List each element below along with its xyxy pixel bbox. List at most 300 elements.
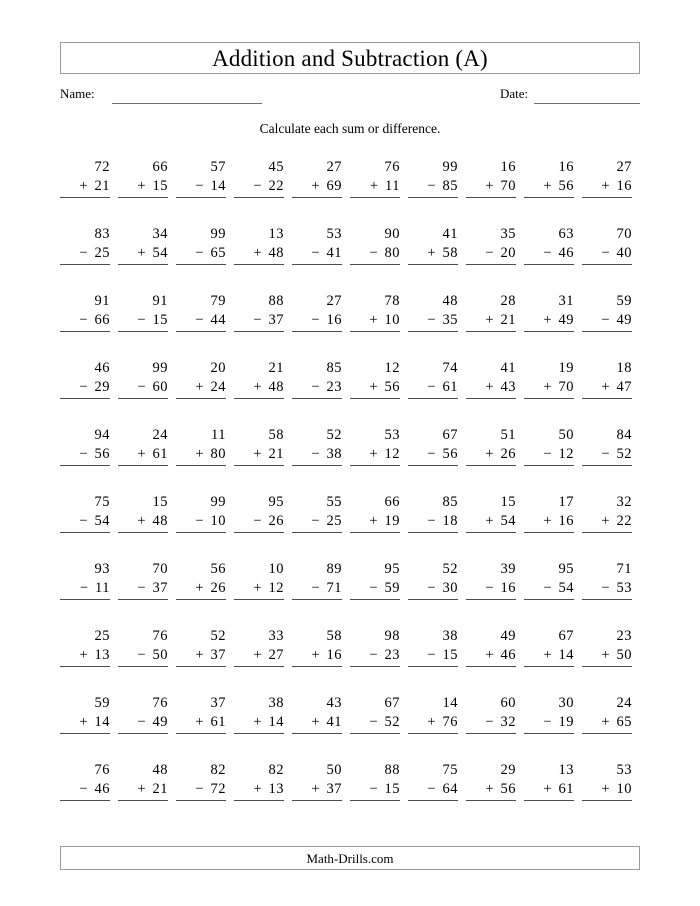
- operand-bottom-row: [234, 445, 284, 466]
- problem-cell[interactable]: [466, 359, 524, 426]
- problem-cell[interactable]: [234, 627, 292, 694]
- problem-cell[interactable]: [524, 627, 582, 694]
- operand-bottom-row: [176, 177, 226, 198]
- operator-symbol: −: [601, 446, 610, 462]
- problem-cell[interactable]: [582, 158, 640, 225]
- problem-cell[interactable]: [234, 694, 292, 761]
- operand-top: 95: [384, 561, 400, 577]
- operand-bottom-row: [466, 780, 516, 801]
- operator-symbol: −: [79, 312, 88, 328]
- operand-bottom-row: [524, 244, 574, 265]
- problem-row: [60, 359, 640, 426]
- operand-top: 27: [616, 159, 632, 175]
- operand-bottom-row: [292, 445, 342, 466]
- operand-top: 53: [616, 762, 632, 778]
- operand-top: 76: [152, 695, 168, 711]
- problem-cell[interactable]: [408, 627, 466, 694]
- operand-bottom-row: [350, 445, 400, 466]
- operand-bottom: 15: [152, 178, 168, 194]
- operand-top: 59: [94, 695, 110, 711]
- operand-top: 29: [500, 762, 516, 778]
- problem-cell[interactable]: [408, 359, 466, 426]
- problem-cell[interactable]: [176, 292, 234, 359]
- name-label: Name:: [60, 86, 95, 101]
- operator-symbol: −: [253, 312, 262, 328]
- problem-cell[interactable]: [176, 694, 234, 761]
- operator-symbol: +: [485, 446, 494, 462]
- operand-top: 30: [558, 695, 574, 711]
- operator-symbol: +: [427, 245, 436, 261]
- operand-top: 48: [152, 762, 168, 778]
- operator-symbol: −: [137, 714, 146, 730]
- operand-bottom: 14: [558, 647, 574, 663]
- problem-cell[interactable]: [118, 493, 176, 560]
- operand-bottom-row: [60, 244, 110, 265]
- operand-bottom: 21: [94, 178, 110, 194]
- operator-symbol: +: [601, 714, 610, 730]
- operand-bottom: 64: [442, 781, 458, 797]
- problem-cell[interactable]: [176, 359, 234, 426]
- operand-top: 55: [326, 494, 342, 510]
- instruction-text: Calculate each sum or difference.: [259, 121, 441, 136]
- problem-cell[interactable]: [524, 560, 582, 627]
- operand-bottom: 44: [210, 312, 226, 328]
- operator-symbol: −: [195, 513, 204, 529]
- problem-cell[interactable]: [292, 426, 350, 493]
- operand-bottom-row: [350, 177, 400, 198]
- operand-bottom-row: [524, 177, 574, 198]
- problem-cell[interactable]: [60, 225, 118, 292]
- operand-bottom-row: [350, 780, 400, 801]
- operand-top: 19: [558, 360, 574, 376]
- operator-symbol: −: [79, 781, 88, 797]
- problem-cell[interactable]: [176, 158, 234, 225]
- operator-symbol: −: [311, 513, 320, 529]
- problem-cell[interactable]: [350, 359, 408, 426]
- operand-top: 76: [152, 628, 168, 644]
- operator-symbol: −: [369, 781, 378, 797]
- operand-top: 15: [152, 494, 168, 510]
- operand-bottom: 49: [616, 312, 632, 328]
- operand-top: 53: [384, 427, 400, 443]
- problem-cell[interactable]: [60, 292, 118, 359]
- operator-symbol: +: [137, 245, 146, 261]
- problem-cell[interactable]: [466, 560, 524, 627]
- operand-bottom: 58: [442, 245, 458, 261]
- problem-cell[interactable]: [408, 493, 466, 560]
- operator-symbol: +: [601, 513, 610, 529]
- operand-bottom-row: [350, 713, 400, 734]
- operator-symbol: +: [137, 178, 146, 194]
- operand-top: 15: [500, 494, 516, 510]
- problem-cell[interactable]: [234, 359, 292, 426]
- operand-bottom-row: [408, 646, 458, 667]
- operand-bottom: 50: [152, 647, 168, 663]
- problem-cell[interactable]: [408, 292, 466, 359]
- problem-cell[interactable]: [292, 493, 350, 560]
- problem-cell[interactable]: [118, 359, 176, 426]
- operand-bottom: 23: [326, 379, 342, 395]
- operator-symbol: +: [137, 446, 146, 462]
- operand-top: 59: [616, 293, 632, 309]
- operand-bottom-row: [350, 512, 400, 533]
- operand-bottom-row: [118, 378, 168, 399]
- problem-cell[interactable]: [176, 761, 234, 828]
- operator-symbol: −: [485, 714, 494, 730]
- operand-top: 72: [94, 159, 110, 175]
- operand-bottom-row: [176, 311, 226, 332]
- operand-bottom-row: [466, 177, 516, 198]
- operator-symbol: +: [601, 647, 610, 663]
- operand-bottom: 61: [442, 379, 458, 395]
- operator-symbol: +: [253, 714, 262, 730]
- operand-top: 50: [558, 427, 574, 443]
- problem-cell[interactable]: [466, 158, 524, 225]
- operand-bottom-row: [582, 780, 632, 801]
- problem-cell[interactable]: [60, 359, 118, 426]
- operand-bottom: 26: [268, 513, 284, 529]
- operand-top: 67: [558, 628, 574, 644]
- operand-bottom-row: [466, 713, 516, 734]
- problem-cell[interactable]: [292, 694, 350, 761]
- problem-cell[interactable]: [60, 627, 118, 694]
- operand-bottom-row: [292, 646, 342, 667]
- operand-top: 49: [500, 628, 516, 644]
- operand-top: 99: [210, 494, 226, 510]
- problem-cell[interactable]: [350, 627, 408, 694]
- operator-symbol: −: [195, 312, 204, 328]
- problem-cell[interactable]: [292, 292, 350, 359]
- problem-cell[interactable]: [466, 292, 524, 359]
- operand-top: 78: [384, 293, 400, 309]
- problem-cell[interactable]: [582, 694, 640, 761]
- operand-bottom-row: [408, 713, 458, 734]
- operand-bottom: 16: [326, 312, 342, 328]
- problem-cell[interactable]: [118, 426, 176, 493]
- problem-cell[interactable]: [176, 627, 234, 694]
- operand-bottom: 29: [94, 379, 110, 395]
- operand-bottom-row: [234, 713, 284, 734]
- operand-bottom: 16: [616, 178, 632, 194]
- problem-cell[interactable]: [118, 761, 176, 828]
- operand-top: 11: [211, 427, 226, 443]
- problem-row: [60, 292, 640, 359]
- title-box: [60, 42, 640, 74]
- problem-cell[interactable]: [350, 694, 408, 761]
- operand-bottom-row: [60, 780, 110, 801]
- problem-cell[interactable]: [118, 694, 176, 761]
- operand-bottom: 65: [616, 714, 632, 730]
- operand-bottom-row: [118, 177, 168, 198]
- operand-top: 20: [210, 360, 226, 376]
- operand-bottom: 52: [616, 446, 632, 462]
- problem-cell[interactable]: [408, 694, 466, 761]
- operand-top: 99: [152, 360, 168, 376]
- operator-symbol: −: [369, 714, 378, 730]
- problem-cell[interactable]: [524, 694, 582, 761]
- operator-symbol: +: [369, 446, 378, 462]
- problem-cell[interactable]: [582, 359, 640, 426]
- operand-bottom: 10: [616, 781, 632, 797]
- problem-cell[interactable]: [524, 493, 582, 560]
- problem-cell[interactable]: [466, 225, 524, 292]
- operand-bottom: 13: [94, 647, 110, 663]
- problem-cell[interactable]: [582, 493, 640, 560]
- problem-cell[interactable]: [408, 426, 466, 493]
- problem-cell[interactable]: [350, 158, 408, 225]
- operand-bottom: 52: [384, 714, 400, 730]
- problem-cell[interactable]: [350, 560, 408, 627]
- page-title: Addition and Subtraction (A): [212, 45, 488, 71]
- problem-cell[interactable]: [292, 225, 350, 292]
- operator-symbol: +: [543, 781, 552, 797]
- problem-cell[interactable]: [466, 761, 524, 828]
- operand-bottom-row: [292, 311, 342, 332]
- operand-top: 67: [384, 695, 400, 711]
- operand-top: 85: [442, 494, 458, 510]
- operand-bottom: 16: [326, 647, 342, 663]
- operator-symbol: +: [137, 781, 146, 797]
- operand-top: 76: [384, 159, 400, 175]
- operand-top: 89: [326, 561, 342, 577]
- footer-attribution: Math-Drills.com: [306, 850, 394, 866]
- operand-bottom: 21: [152, 781, 168, 797]
- operand-bottom-row: [350, 646, 400, 667]
- operand-bottom-row: [176, 445, 226, 466]
- operand-bottom: 47: [616, 379, 632, 395]
- problem-cell[interactable]: [176, 426, 234, 493]
- operand-top: 56: [210, 561, 226, 577]
- problem-cell[interactable]: [234, 426, 292, 493]
- operator-symbol: −: [601, 312, 610, 328]
- operand-bottom-row: [60, 713, 110, 734]
- problem-cell[interactable]: [60, 560, 118, 627]
- operator-symbol: +: [601, 178, 610, 194]
- problem-cell[interactable]: [60, 694, 118, 761]
- operand-bottom: 56: [442, 446, 458, 462]
- date-input-line[interactable]: [534, 103, 640, 104]
- operand-top: 82: [268, 762, 284, 778]
- operand-top: 95: [268, 494, 284, 510]
- problem-cell[interactable]: [524, 761, 582, 828]
- problem-cell[interactable]: [582, 761, 640, 828]
- problem-cell[interactable]: [350, 493, 408, 560]
- problem-cell[interactable]: [408, 761, 466, 828]
- operand-top: 71: [616, 561, 632, 577]
- operator-symbol: +: [543, 312, 552, 328]
- problem-cell[interactable]: [582, 426, 640, 493]
- problem-cell[interactable]: [234, 292, 292, 359]
- operand-bottom-row: [292, 244, 342, 265]
- problem-cell[interactable]: [524, 292, 582, 359]
- operand-bottom-row: [292, 579, 342, 600]
- operand-bottom: 80: [384, 245, 400, 261]
- operand-bottom-row: [524, 512, 574, 533]
- operand-bottom-row: [234, 311, 284, 332]
- operand-top: 18: [616, 360, 632, 376]
- operand-top: 35: [500, 226, 516, 242]
- problem-cell[interactable]: [292, 158, 350, 225]
- problem-cell[interactable]: [118, 225, 176, 292]
- operand-bottom-row: [234, 512, 284, 533]
- operand-bottom: 50: [616, 647, 632, 663]
- problem-cell[interactable]: [234, 560, 292, 627]
- problem-cell[interactable]: [60, 493, 118, 560]
- operand-bottom-row: [176, 378, 226, 399]
- operand-bottom-row: [408, 177, 458, 198]
- problem-cell[interactable]: [466, 493, 524, 560]
- operand-bottom: 25: [94, 245, 110, 261]
- operator-symbol: +: [427, 714, 436, 730]
- operand-bottom: 37: [326, 781, 342, 797]
- operand-bottom-row: [118, 445, 168, 466]
- operator-symbol: −: [253, 513, 262, 529]
- operand-bottom: 27: [268, 647, 284, 663]
- problem-cell[interactable]: [234, 225, 292, 292]
- operand-bottom: 53: [616, 580, 632, 596]
- operand-bottom-row: [234, 378, 284, 399]
- operand-top: 46: [94, 360, 110, 376]
- operand-top: 98: [384, 628, 400, 644]
- name-date-row: [60, 86, 640, 108]
- problem-cell[interactable]: [118, 560, 176, 627]
- name-input-line[interactable]: [112, 103, 262, 104]
- operand-bottom: 69: [326, 178, 342, 194]
- operand-top: 50: [326, 762, 342, 778]
- problem-cell[interactable]: [524, 359, 582, 426]
- operator-symbol: −: [427, 178, 436, 194]
- operand-bottom: 76: [442, 714, 458, 730]
- operand-bottom: 41: [326, 714, 342, 730]
- problem-cell[interactable]: [582, 225, 640, 292]
- problem-cell[interactable]: [118, 627, 176, 694]
- operand-bottom-row: [408, 512, 458, 533]
- problem-cell[interactable]: [60, 426, 118, 493]
- operand-bottom: 19: [384, 513, 400, 529]
- problem-cell[interactable]: [408, 158, 466, 225]
- operator-symbol: −: [137, 647, 146, 663]
- operator-symbol: +: [79, 714, 88, 730]
- operand-bottom: 80: [210, 446, 226, 462]
- operand-bottom: 56: [500, 781, 516, 797]
- problem-cell[interactable]: [582, 292, 640, 359]
- operand-top: 66: [152, 159, 168, 175]
- problem-cell[interactable]: [350, 292, 408, 359]
- operand-bottom-row: [292, 780, 342, 801]
- operator-symbol: −: [601, 245, 610, 261]
- operand-bottom: 56: [94, 446, 110, 462]
- problem-cell[interactable]: [176, 493, 234, 560]
- problem-cell[interactable]: [466, 426, 524, 493]
- operand-top: 27: [326, 159, 342, 175]
- operand-top: 37: [210, 695, 226, 711]
- problem-cell[interactable]: [118, 292, 176, 359]
- operand-bottom-row: [234, 646, 284, 667]
- operand-bottom: 11: [385, 178, 400, 194]
- problem-cell[interactable]: [524, 426, 582, 493]
- problem-cell[interactable]: [176, 560, 234, 627]
- problem-cell[interactable]: [292, 761, 350, 828]
- operand-bottom: 14: [210, 178, 226, 194]
- operator-symbol: −: [311, 245, 320, 261]
- operand-bottom: 61: [152, 446, 168, 462]
- operator-symbol: −: [427, 312, 436, 328]
- operand-bottom-row: [60, 177, 110, 198]
- problem-cell[interactable]: [60, 158, 118, 225]
- operator-symbol: −: [137, 580, 146, 596]
- operand-bottom-row: [60, 311, 110, 332]
- operand-top: 23: [616, 628, 632, 644]
- operand-bottom-row: [234, 244, 284, 265]
- operand-bottom: 20: [500, 245, 516, 261]
- operand-bottom: 15: [442, 647, 458, 663]
- problem-cell[interactable]: [118, 158, 176, 225]
- operand-bottom-row: [582, 311, 632, 332]
- operand-top: 34: [152, 226, 168, 242]
- operator-symbol: +: [311, 781, 320, 797]
- operand-bottom: 18: [442, 513, 458, 529]
- operand-top: 16: [500, 159, 516, 175]
- operator-symbol: −: [543, 446, 552, 462]
- operand-bottom-row: [466, 579, 516, 600]
- problem-cell[interactable]: [408, 560, 466, 627]
- operand-bottom-row: [292, 512, 342, 533]
- operator-symbol: −: [253, 178, 262, 194]
- problem-cell[interactable]: [234, 493, 292, 560]
- operand-bottom: 16: [500, 580, 516, 596]
- operator-symbol: −: [311, 379, 320, 395]
- operator-symbol: +: [195, 446, 204, 462]
- problem-cell[interactable]: [350, 761, 408, 828]
- problem-cell[interactable]: [524, 225, 582, 292]
- problem-cell[interactable]: [524, 158, 582, 225]
- problem-cell[interactable]: [234, 761, 292, 828]
- operand-bottom-row: [408, 378, 458, 399]
- problem-cell[interactable]: [466, 627, 524, 694]
- operand-top: 25: [94, 628, 110, 644]
- operator-symbol: −: [427, 647, 436, 663]
- operand-bottom: 37: [210, 647, 226, 663]
- operand-bottom: 54: [152, 245, 168, 261]
- problem-cell[interactable]: [292, 560, 350, 627]
- problem-cell[interactable]: [466, 694, 524, 761]
- problem-cell[interactable]: [292, 627, 350, 694]
- problem-cell[interactable]: [234, 158, 292, 225]
- problem-cell[interactable]: [408, 225, 466, 292]
- operand-bottom-row: [234, 177, 284, 198]
- operand-bottom-row: [466, 311, 516, 332]
- operand-bottom: 54: [558, 580, 574, 596]
- operand-bottom: 30: [442, 580, 458, 596]
- operand-top: 52: [326, 427, 342, 443]
- operator-symbol: +: [601, 781, 610, 797]
- operand-top: 43: [326, 695, 342, 711]
- problem-cell[interactable]: [350, 426, 408, 493]
- problem-cell[interactable]: [60, 761, 118, 828]
- problem-cell[interactable]: [582, 627, 640, 694]
- operator-symbol: +: [369, 178, 379, 194]
- problem-cell[interactable]: [350, 225, 408, 292]
- operand-top: 53: [326, 226, 342, 242]
- problem-cell[interactable]: [582, 560, 640, 627]
- problem-cell[interactable]: [176, 225, 234, 292]
- operand-top: 14: [442, 695, 458, 711]
- problem-cell[interactable]: [292, 359, 350, 426]
- operator-symbol: +: [195, 379, 204, 395]
- problem-row: [60, 493, 640, 560]
- operator-symbol: −: [369, 245, 378, 261]
- operand-top: 12: [384, 360, 400, 376]
